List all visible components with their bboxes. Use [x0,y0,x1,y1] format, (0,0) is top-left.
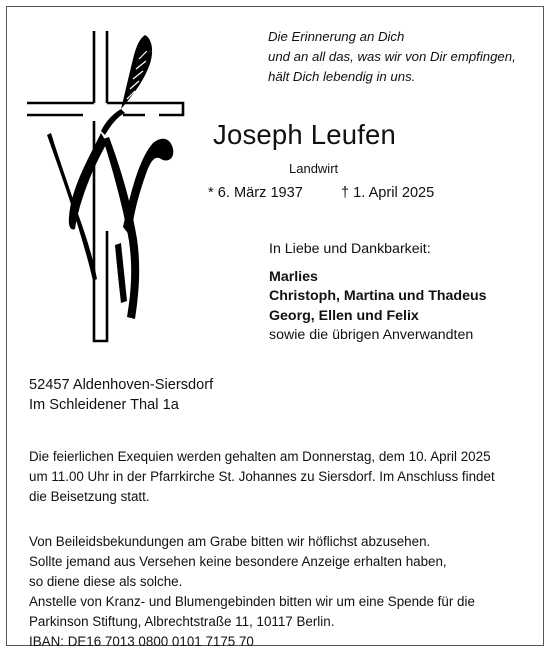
address-block [29,376,213,415]
condolence-line: so diene diese als solche. [29,574,183,589]
condolence-line: Sollte jemand aus Versehen keine besondere Anzeige erhalten haben, [29,554,447,569]
birth-date: * 6. März 1937 [208,185,303,201]
mourners-block [269,240,487,346]
other-relatives: sowie die übrigen Anverwandten [269,327,474,343]
quote-line: hält Dich lebendig in uns. [268,69,416,84]
memorial-quote [268,27,516,87]
life-dates [208,185,434,201]
condolence-line: Anstelle von Kranz- und Blumengebinden bitten wir um eine Spende für die [29,594,475,609]
death-date: † 1. April 2025 [340,185,435,201]
funeral-line: die Beisetzung statt. [29,489,150,504]
iban-line: IBAN: DE16 7013 0800 0101 7175 70 [29,634,254,649]
quote-line: Die Erinnerung an Dich [268,29,405,44]
obituary-notice [6,6,544,649]
mourner-name: Georg, Ellen und Felix [269,307,419,324]
deceased-name: Joseph Leufen [213,119,397,150]
mourners-intro: In Liebe und Dankbarkeit: [269,241,431,257]
funeral-line: um 11.00 Uhr in der Pfarrkirche St. Johannes zu Siersdorf. Im Anschluss findet [29,469,495,484]
quote-line: und an all das, was wir von Dir empfingen, [268,49,516,64]
cross-with-wheat-ear-icon [27,31,197,361]
condolence-notice [29,532,475,652]
condolence-line: Von Beileidsbekundungen am Grabe bitten wir höflichst abzusehen. [29,534,431,549]
address-city: 52457 Aldenhoven-Siersdorf [29,377,214,393]
mourner-name: Marlies [269,268,318,285]
condolence-line: Parkinson Stiftung, Albrechtstraße 11, 10117 Berlin. [29,614,335,629]
address-street: Im Schleidener Thal 1a [29,396,179,413]
deceased-profession: Landwirt [289,161,339,176]
funeral-notice [29,447,495,507]
funeral-line: Die feierlichen Exequien werden gehalten am Donnerstag, dem 10. April 2025 [29,449,491,464]
mourner-name: Christoph, Martina und Thadeus [269,288,487,304]
